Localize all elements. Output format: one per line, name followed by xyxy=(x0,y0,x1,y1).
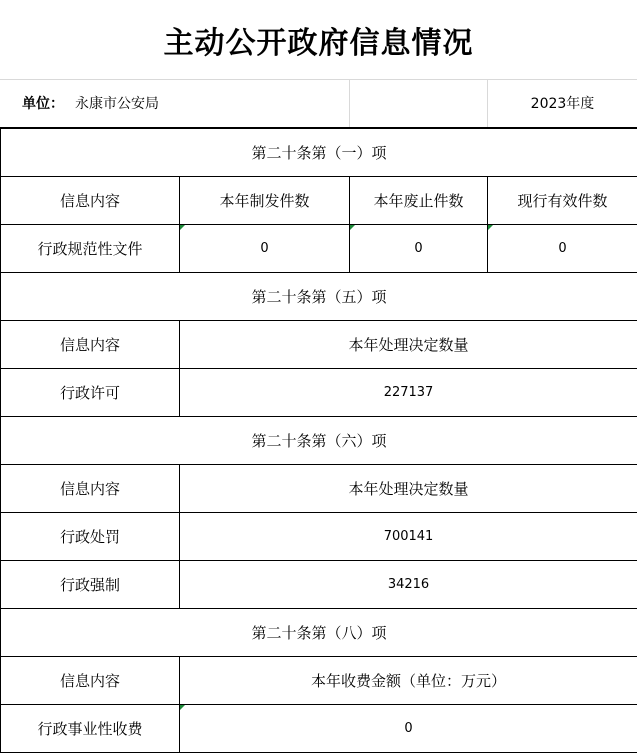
unit-label: 单位： xyxy=(22,96,64,112)
value-cell[interactable] xyxy=(180,225,350,273)
header-cell: 信息内容 xyxy=(1,657,180,705)
year-value: 2023年度 xyxy=(530,96,595,112)
value-text: 0 xyxy=(260,241,269,256)
row-label: 行政规范性文件 xyxy=(1,225,180,273)
unit-value: 永康市公安局 xyxy=(75,96,159,112)
cell-flag-icon xyxy=(180,705,185,710)
meta-row xyxy=(0,80,637,128)
section-heading-row xyxy=(1,417,637,465)
header-cell: 本年废止件数 xyxy=(350,177,488,225)
page-title: 主动公开政府信息情况 xyxy=(0,0,637,80)
section-heading: 第二十条第（一）项 xyxy=(1,129,637,177)
row-label: 行政许可 xyxy=(1,369,180,417)
header-row xyxy=(1,465,637,513)
value-cell[interactable]: 227137 xyxy=(180,369,637,417)
section-heading: 第二十条第（八）项 xyxy=(1,609,637,657)
header-cell: 本年收费金额（单位：万元） xyxy=(180,657,637,705)
cell-flag-icon xyxy=(350,225,355,230)
row-label: 行政强制 xyxy=(1,561,180,609)
table-row xyxy=(1,225,637,273)
header-cell: 现行有效件数 xyxy=(488,177,637,225)
header-cell: 信息内容 xyxy=(1,177,180,225)
value-cell[interactable] xyxy=(488,225,637,273)
value-cell[interactable] xyxy=(180,705,637,753)
header-row xyxy=(1,177,637,225)
value-text: 0 xyxy=(414,241,423,256)
header-row xyxy=(1,657,637,705)
section-heading-row xyxy=(1,609,637,657)
value-text: 0 xyxy=(404,721,413,736)
disclosure-table xyxy=(0,128,637,753)
section-heading: 第二十条第（六）项 xyxy=(1,417,637,465)
value-cell[interactable] xyxy=(350,225,488,273)
value-text: 0 xyxy=(558,241,567,256)
table-row xyxy=(1,513,637,561)
row-label: 行政事业性收费 xyxy=(1,705,180,753)
header-cell: 本年制发件数 xyxy=(180,177,350,225)
header-cell: 信息内容 xyxy=(1,321,180,369)
value-cell[interactable]: 34216 xyxy=(180,561,637,609)
header-cell: 信息内容 xyxy=(1,465,180,513)
section-heading-row xyxy=(1,129,637,177)
cell-flag-icon xyxy=(180,225,185,230)
value-cell[interactable]: 700141 xyxy=(180,513,637,561)
table-row xyxy=(1,369,637,417)
section-heading: 第二十条第（五）项 xyxy=(1,273,637,321)
row-label: 行政处罚 xyxy=(1,513,180,561)
header-row xyxy=(1,321,637,369)
section-heading-row xyxy=(1,273,637,321)
header-cell: 本年处理决定数量 xyxy=(180,321,637,369)
meta-divider xyxy=(349,80,350,127)
table-row xyxy=(1,705,637,753)
header-cell: 本年处理决定数量 xyxy=(180,465,637,513)
table-row xyxy=(1,561,637,609)
cell-flag-icon xyxy=(488,225,493,230)
